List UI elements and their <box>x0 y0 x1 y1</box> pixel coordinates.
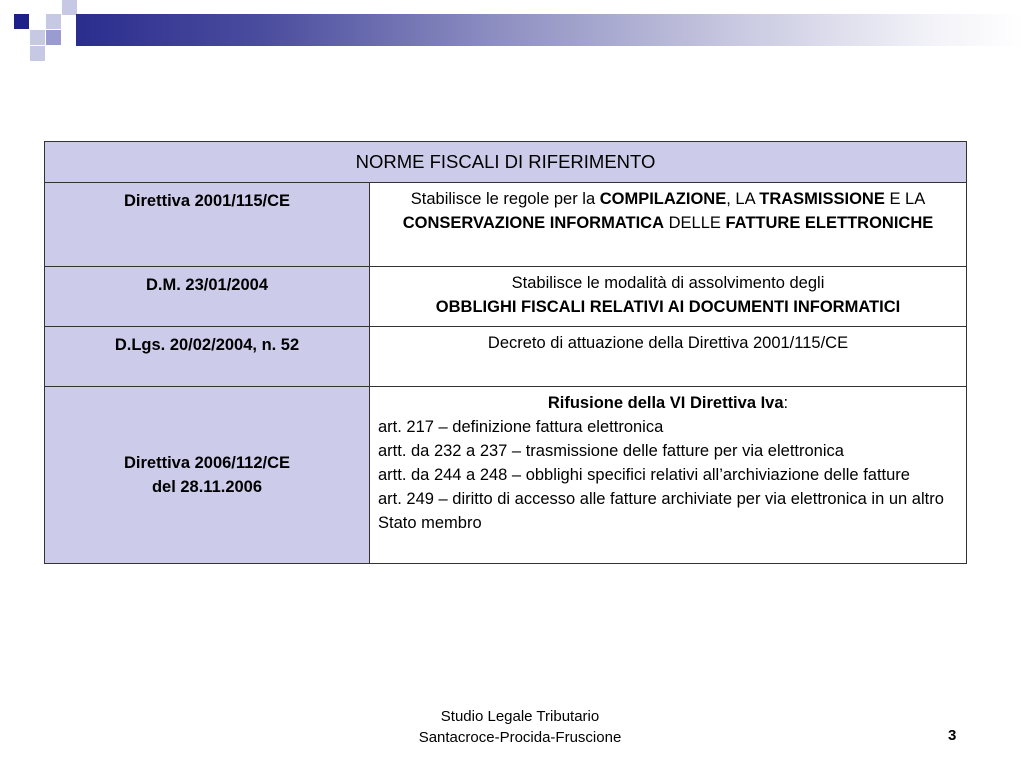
desc-text: TRASMISSIONE <box>759 190 885 208</box>
desc-text: E LA <box>884 190 926 208</box>
header-square <box>30 46 45 61</box>
norm-reference <box>45 387 370 564</box>
desc-line: art. 217 – definizione fattura elettronica <box>378 418 664 436</box>
header-gradient-bar <box>76 14 1024 46</box>
norm-description: Decreto di attuazione della Direttiva 2001/115/CE <box>370 327 967 387</box>
norm-description <box>370 267 967 327</box>
ref-line: Direttiva 2006/112/CE <box>123 454 291 472</box>
desc-text: , LA <box>726 190 760 208</box>
footer <box>370 706 670 748</box>
footer-line: Santacroce-Procida-Fruscione <box>418 729 622 746</box>
desc-line: artt. da 232 a 237 – trasmissione delle fatture per via elettronica <box>378 442 844 460</box>
norm-reference: Direttiva 2001/115/CE <box>45 183 370 267</box>
page-number: 3 <box>948 727 957 744</box>
desc-line: artt. da 244 a 248 – obblighi specifici relativi all’archiviazione delle fatture <box>378 466 910 484</box>
norm-reference: D.Lgs. 20/02/2004, n. 52 <box>45 327 370 387</box>
norm-description <box>370 387 967 564</box>
desc-text: FATTURE ELETTRONICHE <box>725 214 934 232</box>
table-row <box>45 183 967 267</box>
desc-line: OBBLIGHI FISCALI RELATIVI AI DOCUMENTI INFORMATICI <box>435 298 901 316</box>
footer-line: Studio Legale Tributario <box>440 708 600 725</box>
desc-text: CONSERVAZIONE INFORMATICA <box>402 214 665 232</box>
desc-text: COMPILAZIONE <box>599 190 727 208</box>
table-row <box>45 387 967 564</box>
header-square <box>14 14 29 29</box>
ref-line: del 28.11.2006 <box>151 478 263 496</box>
desc-heading-suffix: : <box>783 394 789 412</box>
desc-line: Stabilisce le modalità di assolvimento degli <box>511 274 825 292</box>
desc-heading-text: Rifusione della VI Direttiva Iva <box>547 394 784 412</box>
header-square <box>62 0 77 15</box>
desc-text: Stabilisce le regole per la <box>410 190 600 208</box>
desc-heading <box>378 391 958 415</box>
table-row <box>45 327 967 387</box>
header-square <box>46 30 61 45</box>
desc-text: DELLE <box>664 214 726 232</box>
table-row <box>45 267 967 327</box>
table-title: NORME FISCALI DI RIFERIMENTO <box>45 142 967 183</box>
header-square <box>30 30 45 45</box>
desc-line: art. 249 – diritto di accesso alle fatture archiviate per via elettronica in un altro Stato membro <box>378 490 944 532</box>
norm-description <box>370 183 967 267</box>
header-square <box>46 14 61 29</box>
norms-table <box>44 141 967 564</box>
norm-reference: D.M. 23/01/2004 <box>45 267 370 327</box>
